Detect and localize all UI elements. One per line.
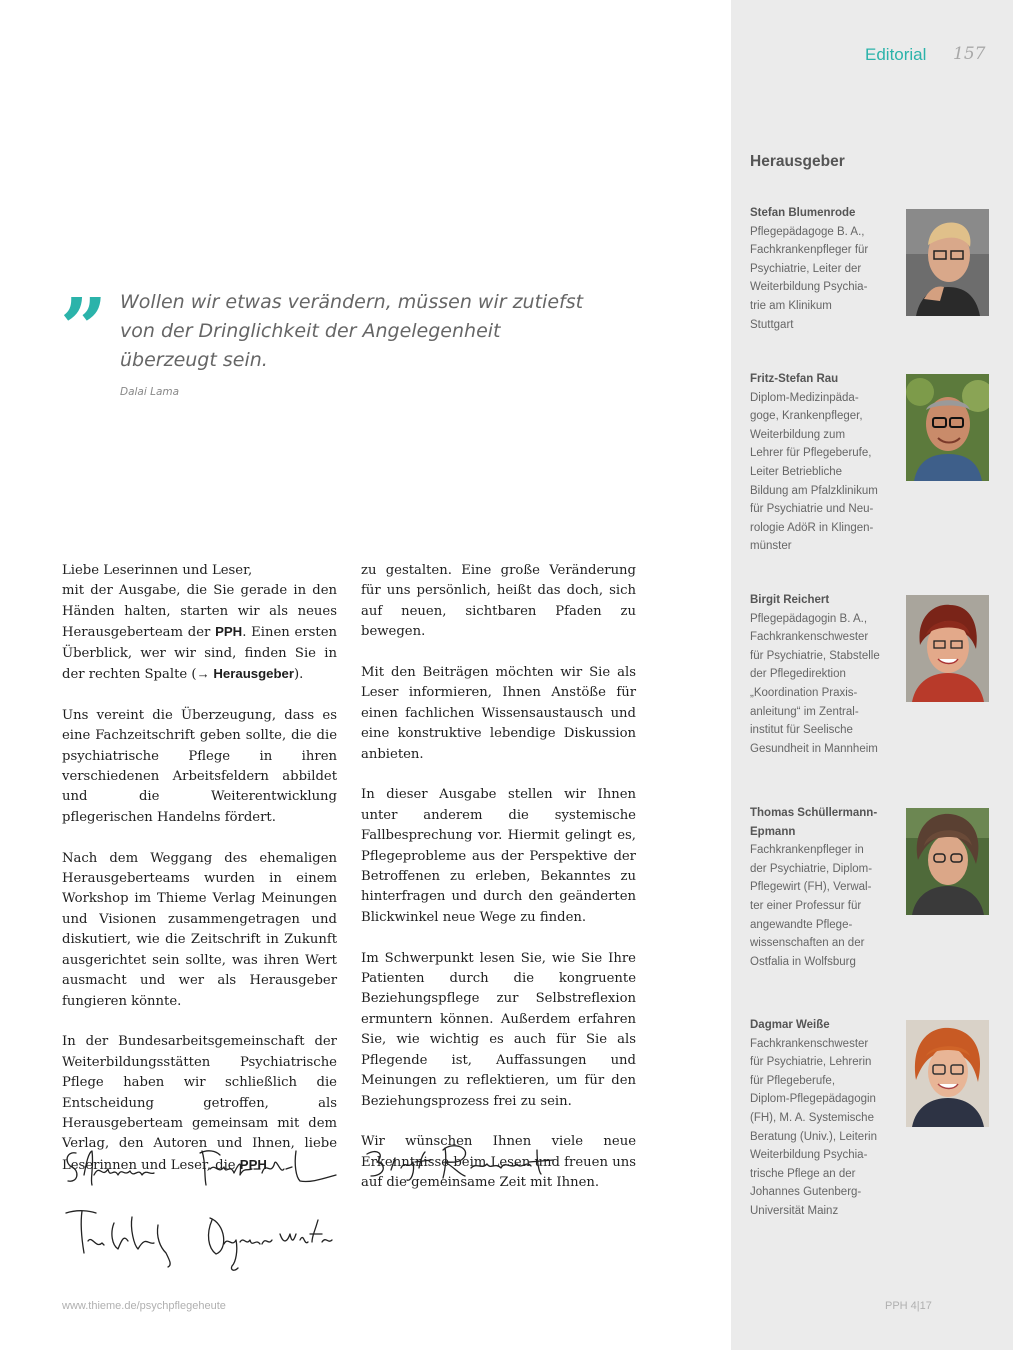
editor-photo (906, 808, 989, 915)
editor-description: Fachkrankenpfleger in der Psychiatrie, Diplom- Pflegewirt (FH), Verwal- ter einer Professur für angewandte Pflege- wissenschaften an der Ostfalia in Wolfsburg (750, 844, 873, 968)
editor-entry (750, 204, 890, 334)
editor-name: Thomas Schüllermann- Epmann (750, 807, 878, 838)
text-span: mit der Ausgabe, die Sie gerade in den Händen halten, starten wir als neues Herausgeberteam der (62, 583, 337, 641)
footer-url[interactable]: www.thieme.de/psychpflegeheute (62, 1300, 226, 1312)
editor-name: Dagmar Weiße (750, 1019, 830, 1031)
footer-issue: PPH 4|17 (885, 1300, 932, 1312)
editor-entry (750, 804, 890, 971)
editor-description: Pflegepädagogin B. A., Fachkrankenschwester für Psychiatrie, Stabstelle der Pflegedirektion „Koordination Praxis- anleitung“ im Zentral- institut für Seelische Gesundheit in Mannheim (750, 612, 880, 755)
signature-blumenrode (62, 1145, 162, 1210)
sidebar-title: Herausgeber (750, 153, 845, 170)
quote-mark-icon: ” (60, 281, 108, 377)
editor-entry (750, 370, 890, 556)
paragraph-9: Wir wünschen Ihnen viele neue Erkenntnisse beim Lesen und freuen uns auf die gemeinsame Zeit mit Ihnen. (361, 1134, 636, 1191)
paragraph-6: Mit den Beiträgen möchten wir Sie als Leser informieren, Ihnen Anstöße für einen fachlichen Wissensaustausch und eine konstruktive lebendige Diskussion anbieten. (361, 665, 636, 762)
paragraph-3: Nach dem Weggang des ehemaligen Herausgeberteams wurden in einem Workshop im Thieme Verlag Meinungen und Visionen zusammengetragen und diskutiert, wie die Zeitschrift in Zukunft ausgerichtet sein sollte, was ihren Wert ausmacht und wer als Herausgeber fungieren könnte. (62, 850, 337, 1009)
editor-description: Diplom-Medizinpäda- goge, Krankenpfleger, Weiterbildung zum Lehrer für Pflegeberufe, Leiter Betriebliche Bildung am Pfalzklinikum für Psychiatrie und Neu- rologie AdöR in Klingen- münster (750, 391, 878, 553)
signature-reichert (361, 1140, 561, 1190)
paragraph-2: Uns vereint die Überzeugung, dass es eine Fachzeitschrift geben sollte, die die psychiatrische Pflege in ihren verschiedenen Arbeitsfeldern abbildet und die Weiterentwicklung pflegerischen Handelns fördert. (62, 707, 337, 825)
text-span: ). (294, 667, 304, 683)
section-title: Editorial (865, 45, 927, 64)
signature-rau (196, 1145, 341, 1190)
editor-photo (906, 595, 989, 702)
editor-name: Birgit Reichert (750, 594, 830, 606)
signature-weisse (200, 1210, 335, 1275)
pull-quote: Wollen wir etwas verändern, müssen wir zutiefst von der Dringlichkeit der Angelegenheit überzeugt sein. (120, 291, 584, 371)
article-column-1 (62, 561, 337, 1176)
paragraph-7: In dieser Ausgabe stellen wir Ihnen unter anderem die systemische Fallbesprechung vor. Hiermit gelingt es, Pflegeprobleme aus der Perspektive der Betroffenen zu erleben, Bekanntes zu hinterfragen und durch den geänderten Blickwinkel neue Wege zu finden. (361, 787, 636, 925)
paragraph-1 (62, 581, 337, 685)
quote-author: Dalai Lama (120, 386, 180, 398)
editor-photo (906, 1020, 989, 1127)
salutation: Liebe Leserinnen und Leser, (62, 563, 253, 578)
journal-abbrev: PPH (215, 624, 243, 640)
editor-entry (750, 1016, 890, 1221)
editor-description: Fachkrankenschwester für Psychiatrie, Lehrerin für Pflegeberufe, Diplom-Pflegepädagogin (FH), M. A. Systemische Beratung (Univ.), Leiterin Weiterbildung Psychia- trische Pflege an der Johannes Gutenberg- Universität Mainz (750, 1037, 877, 1217)
paragraph-8: Im Schwerpunkt lesen Sie, wie Sie Ihre Patienten durch die kongruente Beziehungspflege zur Selbstreflexion ermuntern können. Außerdem erfahren Sie, wie wichtig es auch für Sie als Pflegende ist, Auffassungen und Meinungen zu reflektieren, um für den Beziehungsprozess frei zu sein. (361, 950, 636, 1109)
journal-abbrev: PPH (239, 1156, 267, 1172)
editor-photo (906, 209, 989, 316)
editor-name: Stefan Blumenrode (750, 207, 856, 219)
editor-description: Pflegepädagoge B. A., Fachkrankenpfleger für Psychiatrie, Leiter der Weiterbildung Psychia- trie am Klinikum Stuttgart (750, 225, 869, 331)
text-span: . Einen ersten Überblick, wer wir sind, finden Sie in der rechten Spalte ( (62, 625, 337, 683)
editor-entry (750, 591, 890, 758)
paragraph-5: zu gestalten. Eine große Veränderung für uns persönlich, heißt das doch, sich auf neuen, sichtbaren Pfaden zu bewegen. (361, 563, 636, 640)
crossref-link[interactable]: → Herausgeber (196, 666, 294, 682)
editor-name: Fritz-Stefan Rau (750, 373, 839, 385)
editor-photo (906, 374, 989, 481)
page-number: 157 (953, 44, 986, 64)
article-column-2 (361, 561, 636, 1194)
text-span: In der Bundesarbeitsgemeinschaft der Weiterbildungsstätten Psychiatrische Pflege haben wir schließlich die Entscheidung getroffen, als Herausgeberteam gemeinsam mit dem Verlag, den Autoren und Ihnen, liebe Leserinnen und Leser, die (62, 1034, 337, 1173)
signature-schuellermann (62, 1205, 177, 1270)
